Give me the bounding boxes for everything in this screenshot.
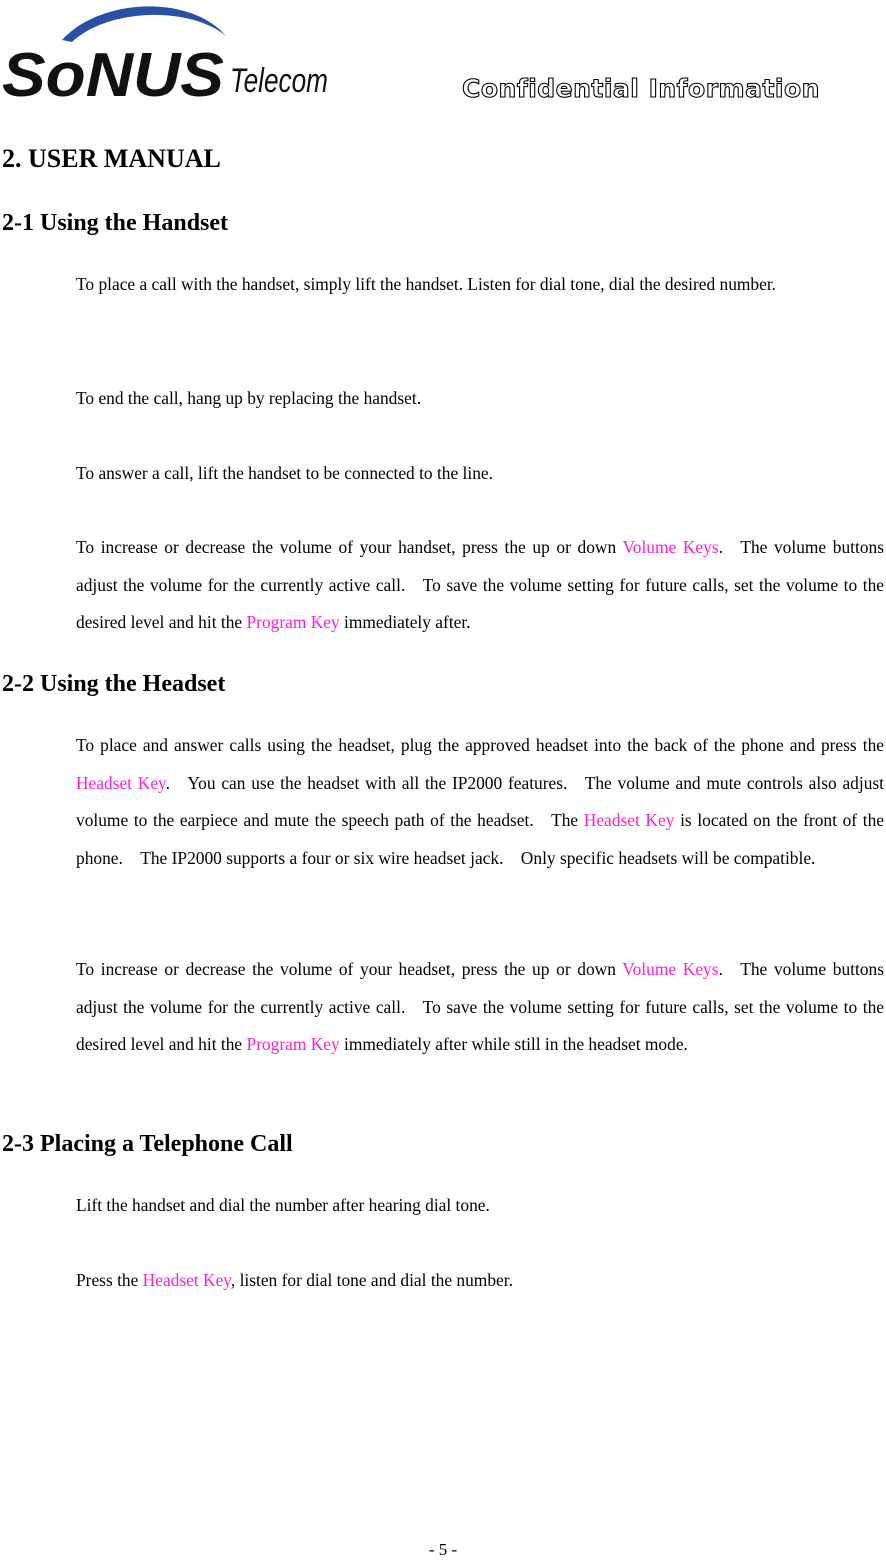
paragraph-text: To answer a call, lift the handset to be connected to the line. (76, 463, 493, 483)
key-name-highlight: Program Key (246, 612, 340, 633)
paragraph-text: Press the (76, 1270, 143, 1290)
key-name-highlight: Headset Key (76, 772, 166, 793)
paragraph-text: . You can use the headset with all the IP2000 features. The volume and mute controls also adjust volume to the earpiece and mute the speech path of the headset. The (76, 772, 885, 831)
paragraph-text: To place a call with the handset, simply lift the handset. Listen for dial tone, dial the desired number. (76, 274, 777, 294)
key-name-highlight: Program Key (246, 1034, 340, 1055)
section-heading-handset: 2-1 Using the Handset (2, 210, 229, 236)
confidential-label: Confidential Information (462, 74, 820, 103)
paragraph-text: . The volume buttons adjust the volume for the currently active call. To save the volume setting for future calls, set the volume to the desired level and hit the (76, 537, 884, 633)
paragraph (76, 266, 884, 304)
paragraph-text: To increase or decrease the volume of your handset, press the up or down (76, 537, 623, 557)
paragraph-text: immediately after while still in the headset mode. (339, 1034, 688, 1055)
paragraph (76, 951, 884, 1064)
key-name-highlight: Headset Key (142, 1270, 231, 1290)
paragraph-text: To end the call, hang up by replacing the handset. (76, 388, 422, 408)
paragraph-text: . The volume buttons adjust the volume for the currently active call. To save the volume setting for future calls, set the volume to the desired level and hit the (76, 959, 884, 1055)
paragraph-text: To place and answer calls using the headset, plug the approved headset into the back of the phone and press the (76, 735, 884, 755)
page-title: 2. USER MANUAL (2, 144, 221, 173)
section-heading-placing-call: 2-3 Placing a Telephone Call (2, 1131, 293, 1157)
paragraph-text: To increase or decrease the volume of your headset, press the up or down (76, 959, 623, 979)
paragraph-text: , listen for dial tone and dial the number. (230, 1270, 513, 1290)
paragraph (76, 1262, 884, 1300)
paragraph-text: is located on the front of the phone. The IP2000 supports a four or six wire headset jack. Only specific headsets will be compatible. (76, 810, 884, 869)
page-number: - 5 - (428, 1540, 458, 1559)
key-name-highlight: Volume Keys (622, 537, 719, 557)
key-name-highlight: Volume Keys (622, 959, 719, 979)
sonus-telecom-logo (0, 0, 340, 110)
logo-brand: SoNUS (2, 41, 225, 110)
section-heading-headset: 2-2 Using the Headset (2, 671, 226, 697)
logo-swoosh (62, 6, 226, 42)
paragraph-text: immediately after. (339, 612, 471, 633)
paragraph (76, 529, 884, 642)
paragraph (76, 1187, 884, 1225)
paragraph (76, 727, 884, 878)
paragraph-text: Lift the handset and dial the number after hearing dial tone. (76, 1195, 490, 1215)
logo-sub: Telecom (230, 62, 328, 100)
paragraph (76, 380, 884, 418)
paragraph (76, 455, 884, 493)
key-name-highlight: Headset Key (583, 810, 675, 831)
